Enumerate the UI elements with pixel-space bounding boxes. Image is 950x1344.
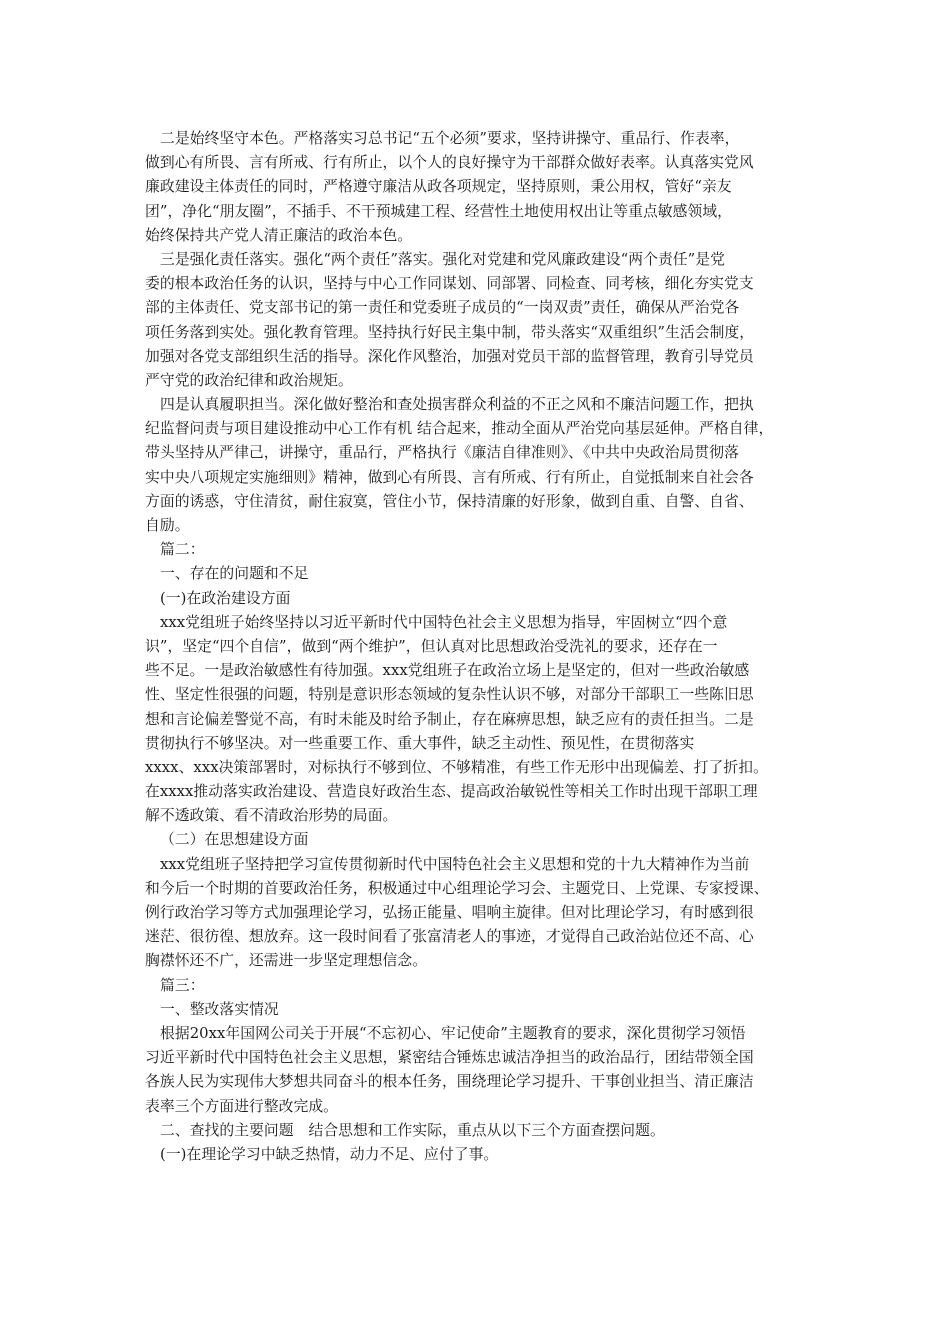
text-line: 些不足。一是政治敏感性有待加强。xxx党组班子在政治立场上是坚定的，但对一些政治敏感 — [145, 662, 750, 680]
text-line: 一、整改落实情况 — [160, 1000, 279, 1018]
text-line: 四是认真履职担当。深化做好整治和查处损害群众利益的不正之风和不廉洁问题工作，把执 — [160, 396, 754, 414]
text-line: xxx党组班子始终坚持以习近平新时代中国特色社会主义思想为指导，牢固树立“四个意 — [160, 613, 728, 631]
text-line: 习近平新时代中国特色社会主义思想，紧密结合锤炼忠诚洁净担当的政治品行，团结带领全国 — [145, 1049, 754, 1067]
text-line: 项任务落到实处。强化教育管理。坚持执行好民主集中制，带头落实“双重组织”生活会制度， — [145, 323, 755, 341]
text-line: 想和言论偏差警觉不高，有时未能及时给予制止，存在麻痹思想，缺乏应有的责任担当。二是 — [145, 710, 754, 728]
text-line: 带头坚持从严律己，讲操守，重品行，严格执行《廉洁自律准则》、《中共中央政治局贯彻落 — [145, 444, 739, 462]
text-line: 识”，坚定“四个自信”，做到“两个维护”，但认真对比思想政治受洗礼的要求，还存在一 — [145, 637, 718, 655]
text-line: (一)在理论学习中缺乏热情，动力不足、应付了事。 — [160, 1145, 499, 1163]
text-line: 胸襟怀还不广，还需进一步坚定理想信念。 — [145, 952, 428, 970]
text-line: 迷茫、很彷徨、想放弃。这一段时间看了张富清老人的事迹，才觉得自己政治站位还不高、心 — [145, 928, 754, 946]
document-page — [145, 127, 823, 1167]
text-line: (一)在政治建设方面 — [160, 589, 291, 607]
text-line: 各族人民为实现伟大梦想共同奋斗的根本任务，围绕理论学习提升、干事创业担当、清正廉洁 — [145, 1073, 754, 1091]
text-line: 严守党的政治纪律和政治规矩。 — [145, 371, 353, 389]
text-line: 二是始终坚守本色。严格落实习总书记“五个必须”要求，坚持讲操守、重品行、作表率， — [160, 130, 740, 147]
text-line: 实中央八项规定实施细则》精神，做到心有所畏、言有所戒、行有所止，自觉抵制来自社会各 — [145, 468, 754, 486]
text-line: 始终保持共产党人清正廉洁的政治本色。 — [145, 226, 413, 244]
text-line: 表率三个方面进行整改完成。 — [145, 1097, 339, 1115]
text-line: 在xxxx推动落实政治建设、营造良好政治生态、提高政治敏锐性等相关工作时出现干部职工理 — [145, 783, 758, 801]
text-line: xxx党组班子坚持把学习宣传贯彻新时代中国特色社会主义思想和党的十九大精神作为当前 — [160, 855, 750, 873]
text-line: 部的主体责任、党支部书记的第一责任和党委班子成员的“一岗双责”责任，确保从严治党各 — [145, 299, 740, 317]
text-line: 方面的诱惑，守住清贫，耐住寂寞，管住小节，保持清廉的好形象，做到自重、自警、自省、 — [145, 492, 754, 510]
text-line: 性、坚定性很强的问题，特别是意识形态领域的复杂性认识不够，对部分干部职工一些陈旧思 — [145, 686, 754, 704]
text-line: 一、存在的问题和不足 — [160, 565, 309, 583]
text-line: 和今后一个时期的首要政治任务，积极通过中心组理论学习会、主题党日、上党课、专家授课、 — [145, 879, 769, 897]
text-line: 团”，净化“朋友圈”，不插手、不干预城建工程、经营性土地使用权出让等重点敏感领域， — [145, 202, 733, 220]
text-line: xxxx、xxx决策部署时，对标执行不够到位、不够精准，有些工作无形中出现偏差、打了折扣。 — [145, 758, 768, 776]
text-line: 根据20xx年国网公司关于开展“不忘初心、牢记使命”主题教育的要求，深化贯彻学习领悟 — [160, 1024, 746, 1042]
text-line: 加强对各党支部组织生活的指导。深化作风整治，加强对党员干部的监督管理，教育引导党员 — [145, 347, 754, 365]
text-line: 委的根本政治任务的认识，坚持与中心工作同谋划、同部署、同检查、同考核，细化夯实党支 — [145, 275, 754, 293]
text-line: 篇三： — [160, 976, 205, 994]
text-line: 自励。 — [145, 517, 190, 534]
text-line: 解不透政策、看不清政治形势的局面。 — [145, 807, 398, 825]
text-line: 二、查找的主要问题 结合思想和工作实际，重点从以下三个方面查摆问题。 — [160, 1121, 665, 1139]
text-line: 篇二： — [160, 541, 205, 559]
text-line: 三是强化责任落实。强化“两个责任”落实。强化对党建和党风廉政建设“两个责任”是党 — [160, 250, 725, 268]
text-line: 例行政治学习等方式加强理论学习，弘扬正能量、唱响主旋律。但对比理论学习，有时感到很 — [145, 904, 754, 921]
text-line: 贯彻执行不够坚决。对一些重要工作、重大事件，缺乏主动性、预见性，在贯彻落实 — [145, 734, 695, 752]
text-line: （二）在思想建设方面 — [160, 831, 309, 849]
text-line: 做到心有所畏、言有所戒、行有所止，以个人的良好操守为干部群众做好表率。认真落实党风 — [145, 154, 754, 172]
text-line: 廉政建设主体责任的同时，严格遵守廉洁从政各项规定，坚持原则，秉公用权，管好“亲友 — [145, 178, 732, 196]
text-line: 纪监督问责与项目建设推动中心工作有机 结合起来，推动全面从严治党向基层延伸。严格自律， — [145, 420, 774, 438]
